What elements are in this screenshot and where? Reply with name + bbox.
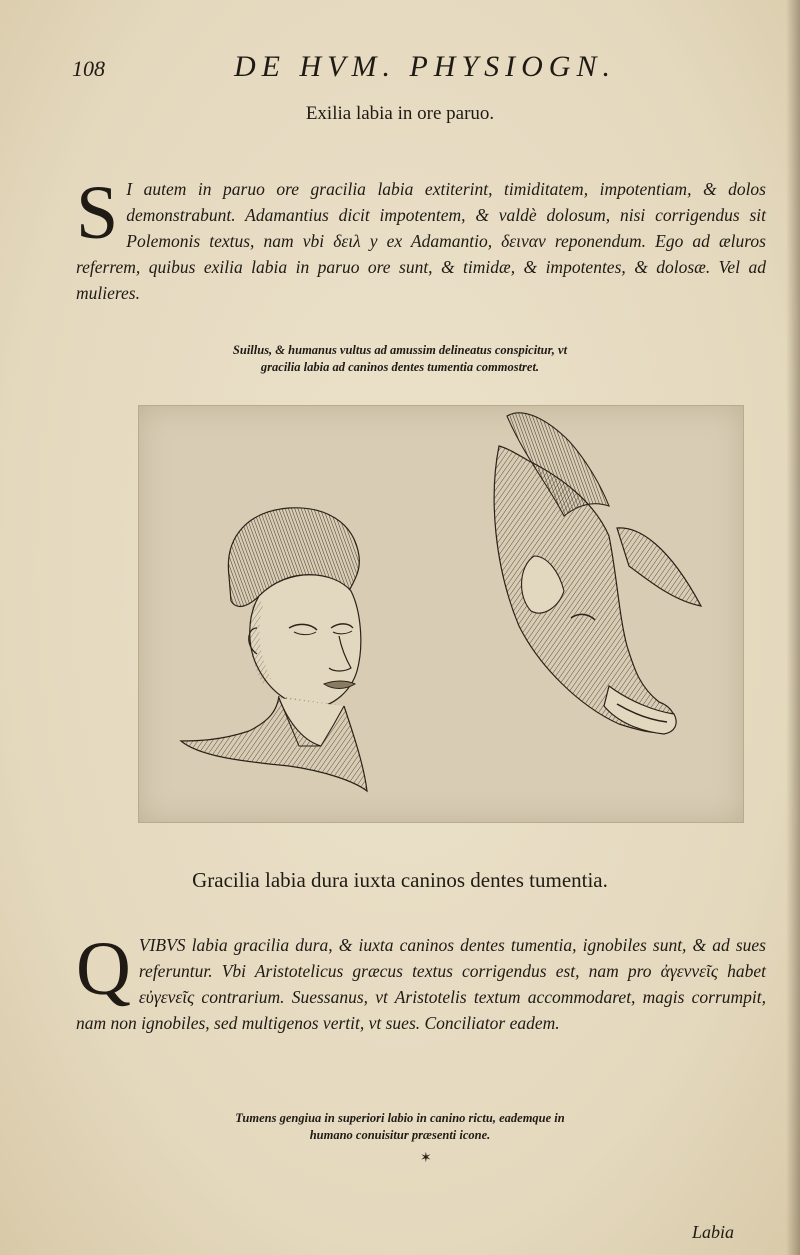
paragraph-2	[76, 927, 766, 1036]
figure-caption	[0, 342, 800, 376]
drop-cap-2: Q	[76, 927, 131, 1011]
section-heading-2: Gracilia labia dura iuxta caninos dentes tumentia.	[192, 868, 608, 892]
footer-caption-line-1: Tumens gengiua in superiori labio in canino rictu, eademque in	[235, 1111, 565, 1125]
engraving-plate	[138, 405, 744, 823]
section-heading-1: Exilia labia in ore paruo.	[305, 103, 495, 124]
ornament-mark: ✶	[420, 1151, 432, 1166]
running-head: DE HVM. PHYSIOGN.	[234, 50, 616, 83]
figure-caption-line-1: Suillus, & humanus vultus ad amussim delineatus conspicitur, vt	[232, 343, 568, 357]
pig-head-figure	[494, 413, 701, 734]
paragraph-2-text: VIBVS labia gracilia dura, & iuxta caninos dentes tumentia, ignobiles sunt, & ad sues referuntur. Vbi Aristotelicus græcus textus corrigendus est, nam pro ἀγεννεῖς habet εὐγενεῖς contrarium. Suessanus, vt Aristotelis textum accommodaret, magis corrumpit, nam non ignobiles, sed multigenos vertit, vt sues. Conciliator eadem.	[76, 935, 766, 1033]
catchword: Labia	[691, 1222, 734, 1242]
paragraph-1-text: I autem in paruo ore gracilia labia extiterint, timiditatem, impotentiam, & dolos demonstrabunt. Adamantius dicit impotentem, & valdè dolosum, nisi corrigendus sit Polemonis textus, nam vbi δειλ y ex Adamantio, δειναν reponendum. Ego ad æluros referrem, quibus exilia labia in paruo ore sunt, & timidæ, & impotentes, & dolosæ. Vel ad mulieres.	[76, 179, 766, 303]
paragraph-1	[76, 171, 766, 306]
drop-cap-1: S	[76, 171, 119, 255]
engraving-illustration	[139, 406, 743, 822]
human-head-figure	[181, 508, 367, 791]
figure-caption-line-2: gracilia labia ad caninos dentes tumentia commostret.	[260, 360, 540, 374]
page-edge-shadow	[786, 0, 800, 1255]
footer-caption-line-2: humano conuisitur præsenti icone.	[309, 1128, 491, 1142]
footer-caption	[0, 1110, 800, 1144]
page-number: 108	[72, 56, 105, 81]
